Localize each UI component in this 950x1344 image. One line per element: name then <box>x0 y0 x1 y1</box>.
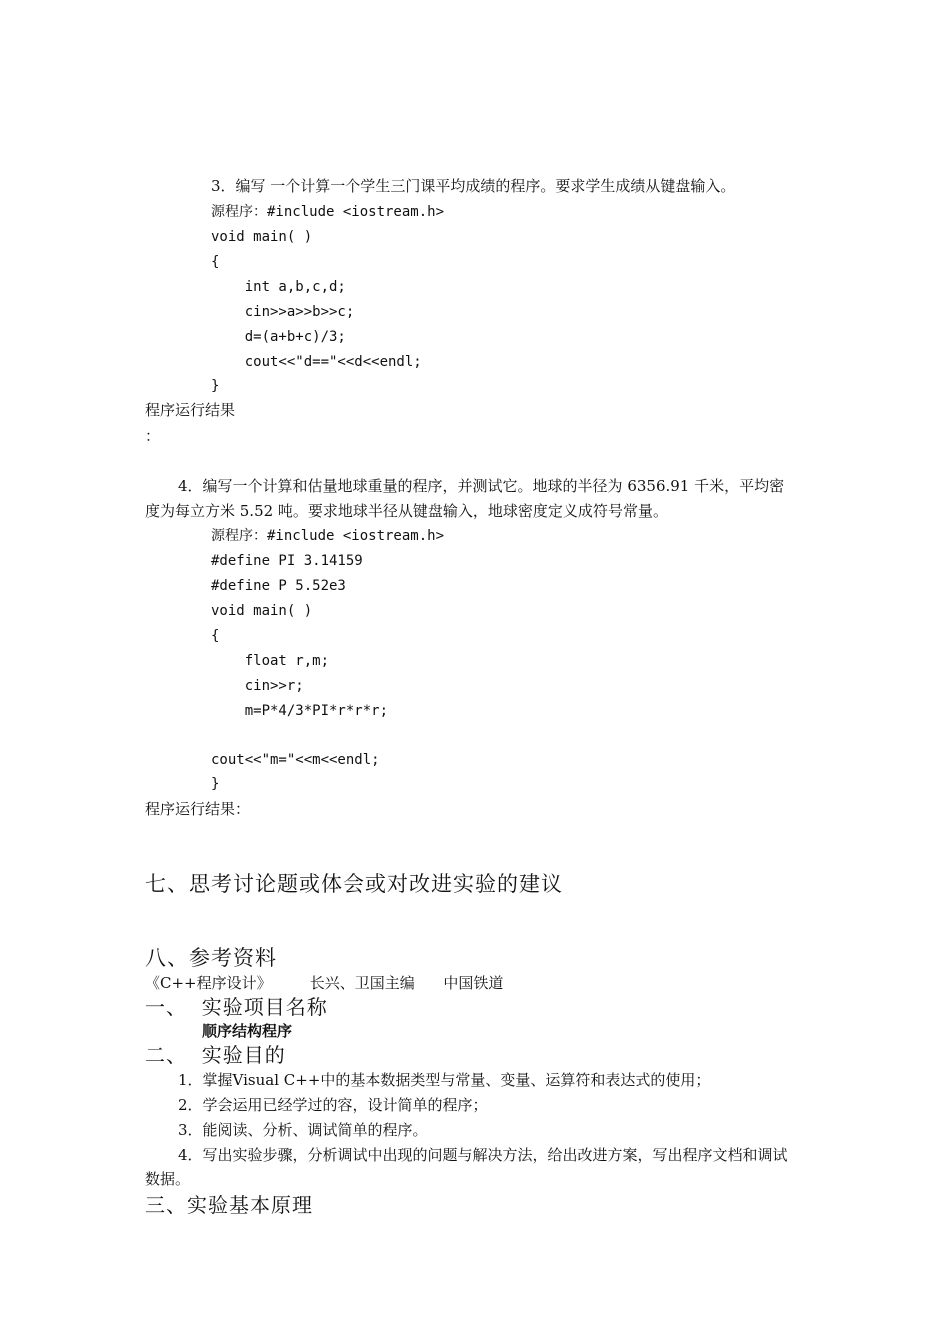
q4-code-line: #define PI 3.14159 <box>211 553 363 569</box>
q4-code-line: { <box>211 628 220 644</box>
q4-result-label: 程序运行结果： <box>145 800 251 818</box>
q4-title-line1: 4．编写一个计算和估量地球重量的程序，并测试它。地球的半径为 6356.91 千米，平均密 <box>178 477 785 495</box>
part3-title: 三、实验基本原理 <box>145 1193 313 1217</box>
experiment-name: 顺序结构程序 <box>202 1022 293 1040</box>
q4-title-line2: 度为每立方米 5.52 吨。要求地球半径从键盘输入，地球密度定义成符号常量。 <box>145 502 668 520</box>
objective-item-4-line2: 数据。 <box>145 1170 191 1188</box>
objective-item: 1．掌握Visual C++中的基本数据类型与常量、变量、运算符和表达式的使用； <box>178 1071 711 1089</box>
q3-code-line: void main( ) <box>211 229 313 245</box>
section8-title: 八、参考资料 <box>145 946 277 970</box>
q3-code-line: cout<<"d=="<<d<<endl; <box>211 354 422 370</box>
q3-result-colon: ： <box>145 427 161 445</box>
objective-item-4-line1: 4．写出实验步骤，分析调试中出现的问题与解决方法，给出改进方案，写出程序文档和调试 <box>178 1146 788 1164</box>
q4-code-line: #define P 5.52e3 <box>211 578 346 594</box>
part1-title: 一、 实验项目名称 <box>145 995 328 1019</box>
reference-entry: 《C++程序设计》 长兴、卫国主编 中国铁道 <box>145 974 504 992</box>
q3-code-line: 源程序：#include <iostream.h> <box>211 204 445 220</box>
q3-code-line: { <box>211 254 220 270</box>
q3-code-line: } <box>211 378 220 394</box>
q3-code-line: int a,b,c,d; <box>211 279 346 295</box>
part2-title: 二、 实验目的 <box>145 1043 286 1067</box>
objective-item: 3．能阅读、分析、调试简单的程序。 <box>178 1121 428 1139</box>
q4-code-line: float r,m; <box>211 653 330 669</box>
q3-title: 3．编写 一个计算一个学生三门课平均成绩的程序。要求学生成绩从键盘输入。 <box>211 177 736 195</box>
q3-code-line: cin>>a>>b>>c; <box>211 304 355 320</box>
q4-code-line: m=P*4/3*PI*r*r*r; <box>211 703 389 719</box>
q4-code-line: cin>>r; <box>211 678 304 694</box>
q4-code-line: 源程序：#include <iostream.h> <box>211 528 445 544</box>
q3-result-label: 程序运行结果 <box>145 401 236 419</box>
q4-code-line: } <box>211 776 220 792</box>
objective-item: 2．学会运用已经学过的容，设计简单的程序； <box>178 1096 488 1114</box>
q4-code-line: cout<<"m="<<m<<endl; <box>211 752 380 768</box>
q4-code-line: void main( ) <box>211 603 313 619</box>
q3-code-line: d=(a+b+c)/3; <box>211 329 346 345</box>
section7-title: 七、思考讨论题或体会或对改进实验的建议 <box>145 872 563 896</box>
